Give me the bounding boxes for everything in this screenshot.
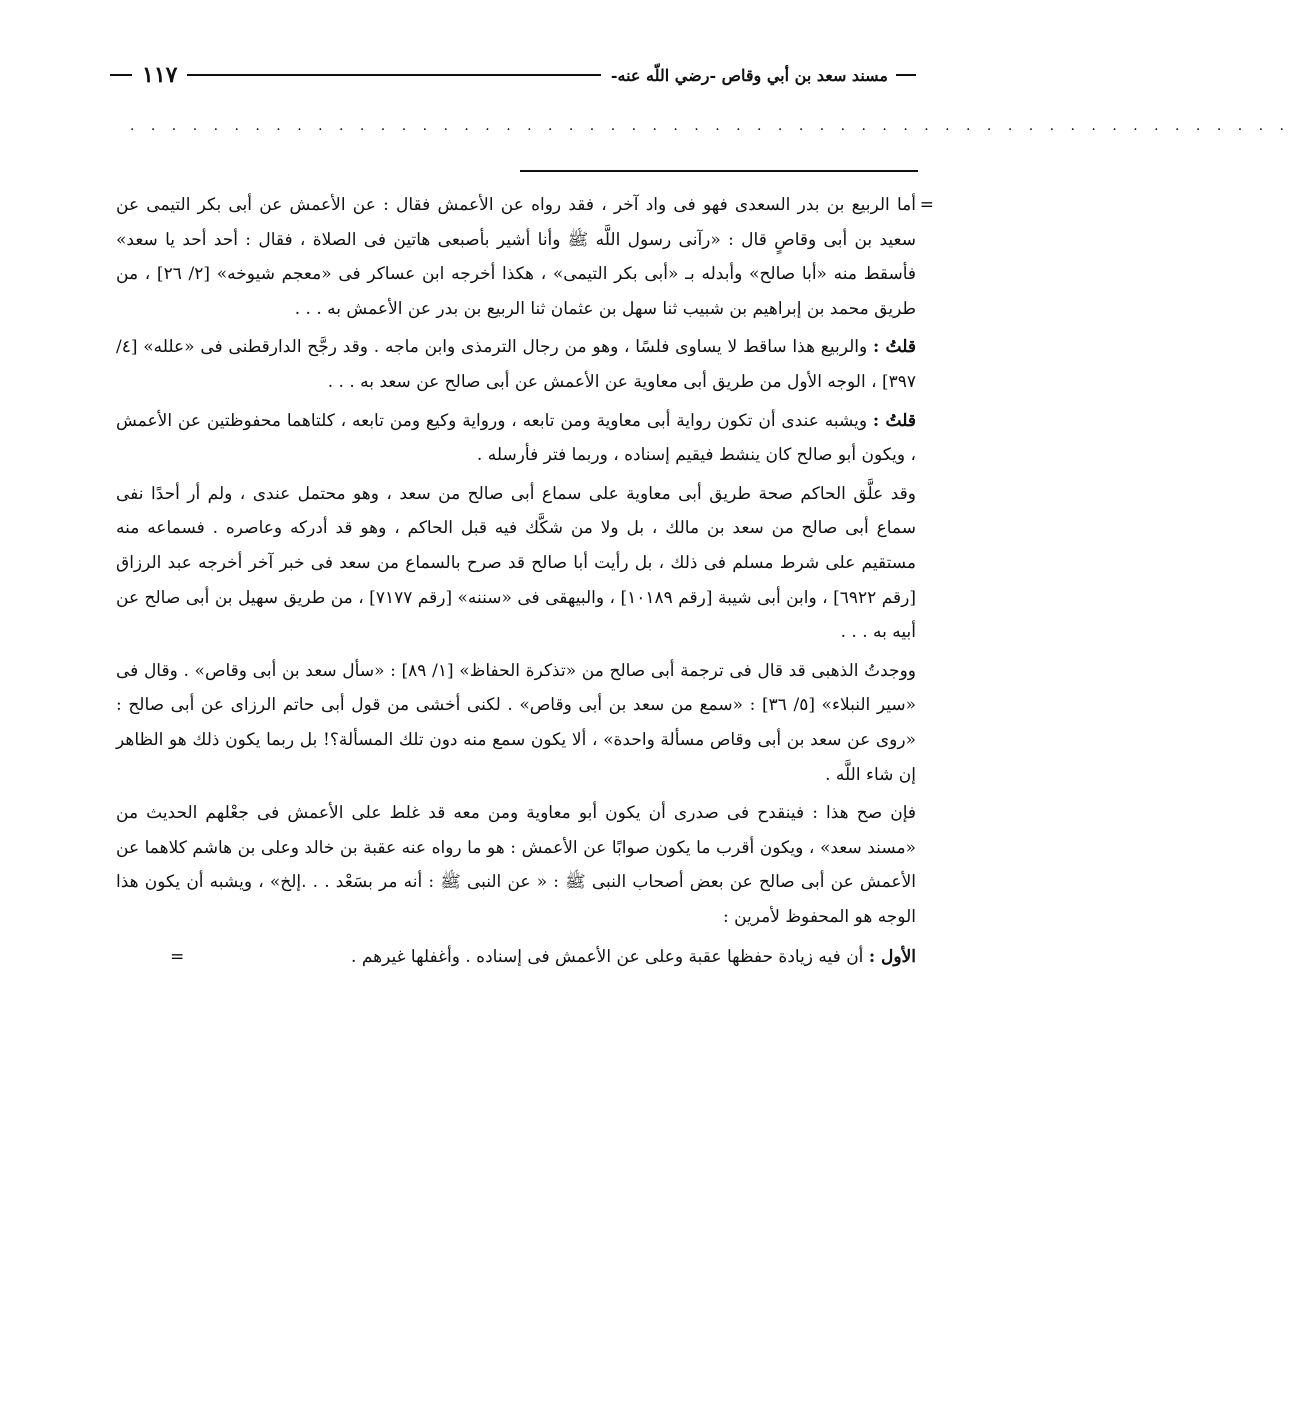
- paragraph-4: [116, 477, 916, 650]
- header-rule: [187, 74, 600, 76]
- paragraph-lead: قلتُ :: [872, 410, 916, 431]
- paragraph-final: [116, 940, 916, 975]
- separator-dots: . . . . . . . . . . . . . . . . . . . . . . . . . . . . . . . . . . . . . . . . . . . . . . . . . . . . . . . .: [130, 118, 1290, 134]
- paragraph-5: [116, 654, 916, 792]
- page-number: ١١٧: [142, 62, 178, 88]
- paragraph-text: والربيع هذا ساقط لا يساوى فلسًا ، وهو من رجال الترمذى وابن ماجه . وقد رجَّح الدارقطنى فى «علله» [٤/ ٣٩٧] ، الوجه الأول من طريق أبى معاوية عن الأعمش عن أبى صالح عن سعد به . . .: [116, 337, 916, 392]
- header-rule: [896, 74, 916, 76]
- paragraph-6: [116, 796, 916, 934]
- footnote-body: [116, 188, 934, 979]
- header-rule: [110, 74, 132, 76]
- continuation-marker: =: [170, 947, 185, 968]
- footnote-separator-rule: [520, 170, 918, 172]
- paragraph-lead: الأول :: [868, 947, 916, 968]
- paragraph-text: فإن صح هذا : فينقدح فى صدرى أن يكون أبو معاوية ومن معه قد غلط على الأعمش فى جعْلهم الحديث من «مسند سعد» ، ويكون أقرب ما يكون صوابًا عن الأعمش : هو ما رواه عنه عقبة بن خالد وعلى بن هاشم كلاهما عن الأعمش عن أبى صالح عن بعض أصحاب النبى ﷺ : « عن النبى ﷺ : أنه مر بسَعْد . . .إلخ» ، ويشبه أن يكون هذا الوجه هو المحفوظ لأمرين :: [116, 803, 916, 927]
- paragraph-lead: قلتُ :: [872, 337, 916, 358]
- paragraph-text: أن فيه زيادة حفظها عقبة وعلى عن الأعمش فى إسناده . وأغفلها غيرهم .: [351, 947, 869, 968]
- paragraph-text: ووجدتُ الذهبى قد قال فى ترجمة أبى صالح من «تذكرة الحفاظ» [١/ ٨٩] : «سأل سعد بن أبى وقاص» . وقال فى «سير النبلاء» [٥/ ٣٦] : «سمع من سعد بن أبى وقاص» . لكنى أخشى من قول أبى حاتم الرزاى عن أبى صالح : «روى عن سعد بن أبى وقاص مسألة واحدة» ، ألا يكون سمع منه دون تلك المسألة؟! بل ربما يكون ذلك هو الظاهر إن شاء اللَّه .: [116, 660, 917, 785]
- header-title: مسند سعد بن أبي وقاص -رضي اللّه عنه-: [610, 65, 888, 85]
- paragraph-text: أما الربيع بن بدر السعدى فهو فى واد آخر ، فقد رواه عن الأعمش فقال : عن الأعمش عن أبى بكر التيمى عن سعيد بن أبى وقاصٍ قال : «رآنى رسول اللَّه ﷺ وأنا أشير بأصبعى هاتين فى الصلاة ، فقال : أحد أحد يا سعد» فأسقط منه «أبا صالح» وأبدله بـ «أبى بكر التيمى» ، هكذا أخرجه ابن عساكر فى «معجم شيوخه» [٢/ ٢٦] ، من طريق محمد بن إبراهيم بن شبيب ثنا سهل بن عثمان ثنا الربيع بن بدر عن الأعمش به . . .: [116, 195, 916, 319]
- paragraph-2: [116, 330, 916, 399]
- paragraph-3: [116, 404, 916, 473]
- paragraph-1: [116, 188, 934, 326]
- paragraph-text: ويشبه عندى أن تكون رواية أبى معاوية ومن تابعه ، ورواية وكيع ومن تابعه ، كلتاهما محفوظتين عن الأعمش ، ويكون أبو صالح كان ينشط فيقيم إسناده ، وربما فتر فأرسله .: [116, 410, 916, 466]
- running-header: [110, 58, 916, 92]
- paragraph-text: وقد علَّق الحاكم صحة طريق أبى معاوية على سماع أبى صالح من سعد ، وهو محتمل عندى ، ولم أر أحدًا نفى سماع أبى صالح من سعد بن مالك ، بل ولا من شكَّك فيه قبل الحاكم ، وهو قد أدركه وعاصره . فسماعه منه مستقيم على شرط مسلم فى ذلك ، بل رأيت أبا صالح قد صرح بالسماع من سعد فى خبر آخر أخرجه عبد الرزاق [رقم ٦٩٢٢] ، وابن أبى شيبة [رقم ١٠١٨٩] ، والبيهقى فى «سننه» [رقم ٧١٧٧] ، من طريق سهيل بن أبى صالح عن أبيه به . . .: [116, 483, 917, 643]
- continuation-marker: =: [919, 195, 934, 215]
